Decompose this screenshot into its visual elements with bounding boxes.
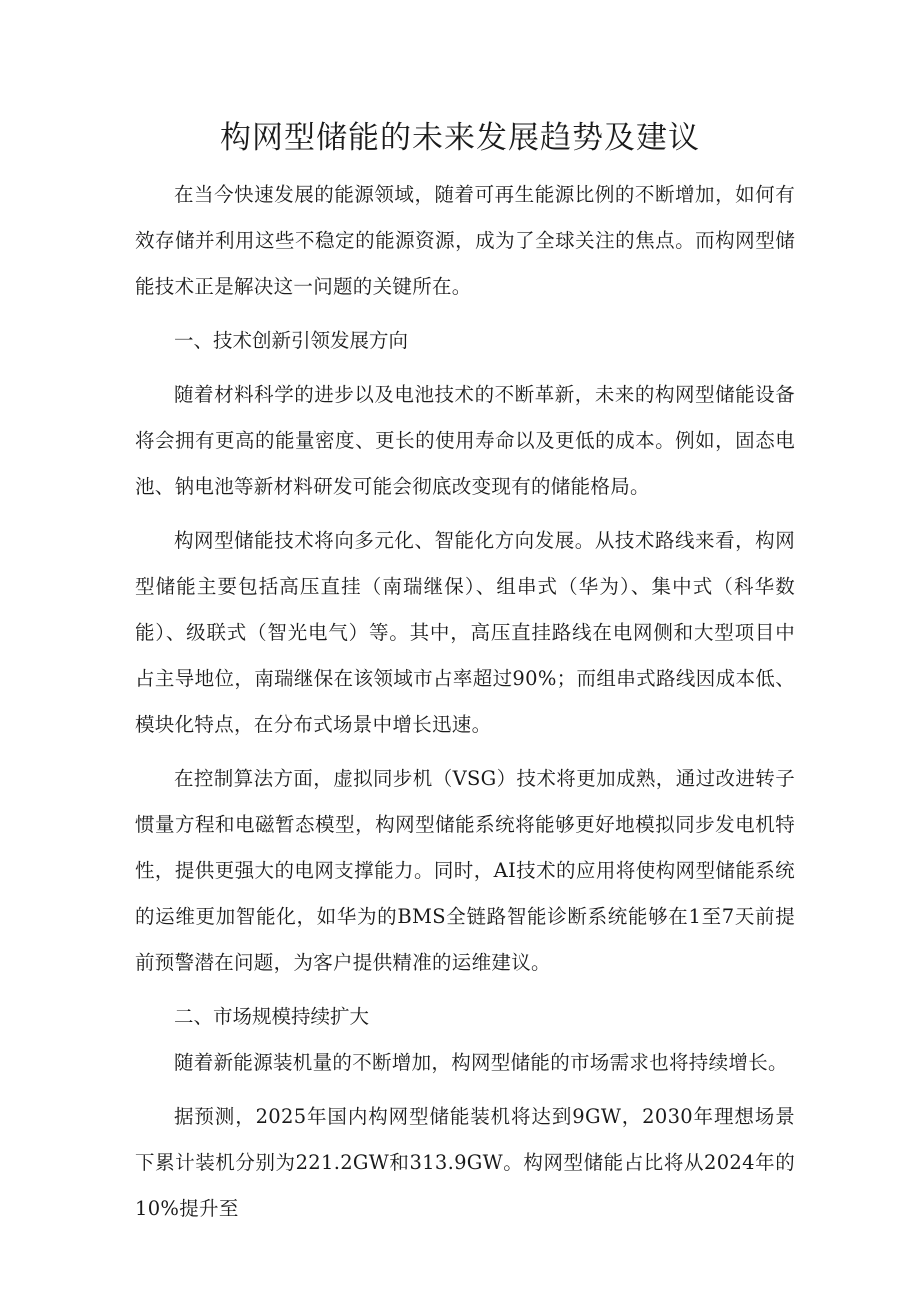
paragraph-forecast: 据预测，2025年国内构网型储能装机将达到9GW，2030年理想场景下累计装机分别为221.2GW和313.9GW。构网型储能占比将从2024年的10%提升至 bbox=[135, 1105, 795, 1220]
document-title: 构网型储能的未来发展趋势及建议 bbox=[220, 120, 700, 156]
intro-paragraph: 在当今快速发展的能源领域，随着可再生能源比例的不断增加，如何有效存储并利用这些不稳定的能源资源，成为了全球关注的焦点。而构网型储能技术正是解决这一问题的关键所在。 bbox=[135, 183, 795, 298]
section-heading-2: 二、市场规模持续扩大 bbox=[174, 1005, 370, 1028]
paragraph-market-demand: 随着新能源装机量的不断增加，构网型储能的市场需求也将持续增长。 bbox=[174, 1051, 788, 1074]
section-heading-1: 一、技术创新引领发展方向 bbox=[174, 329, 409, 352]
paragraph-tech-routes: 构网型储能技术将向多元化、智能化方向发展。从技术路线来看，构网型储能主要包括高压直挂（南瑞继保）、组串式（华为）、集中式（科华数能）、级联式（智光电气）等。其中，高压直挂路线在电网侧和大型项目中占主导地位，南瑞继保在该领域市占率超过90%；而组串式路线因成本低、模块化特点，在分布式场景中增长迅速。 bbox=[135, 529, 795, 736]
paragraph-control-algorithms: 在控制算法方面，虚拟同步机（VSG）技术将更加成熟，通过改进转子惯量方程和电磁暂态模型，构网型储能系统将能够更好地模拟同步发电机特性，提供更强大的电网支撑能力。同时，AI技术的应用将使构网型储能系统的运维更加智能化，如华为的BMS全链路智能诊断系统能够在1至7天前提前预警潜在问题，为客户提供精准的运维建议。 bbox=[135, 767, 795, 974]
paragraph-materials: 随着材料科学的进步以及电池技术的不断革新，未来的构网型储能设备将会拥有更高的能量密度、更长的使用寿命以及更低的成本。例如，固态电池、钠电池等新材料研发可能会彻底改变现有的储能格局。 bbox=[135, 383, 795, 498]
document-body bbox=[135, 172, 795, 1232]
